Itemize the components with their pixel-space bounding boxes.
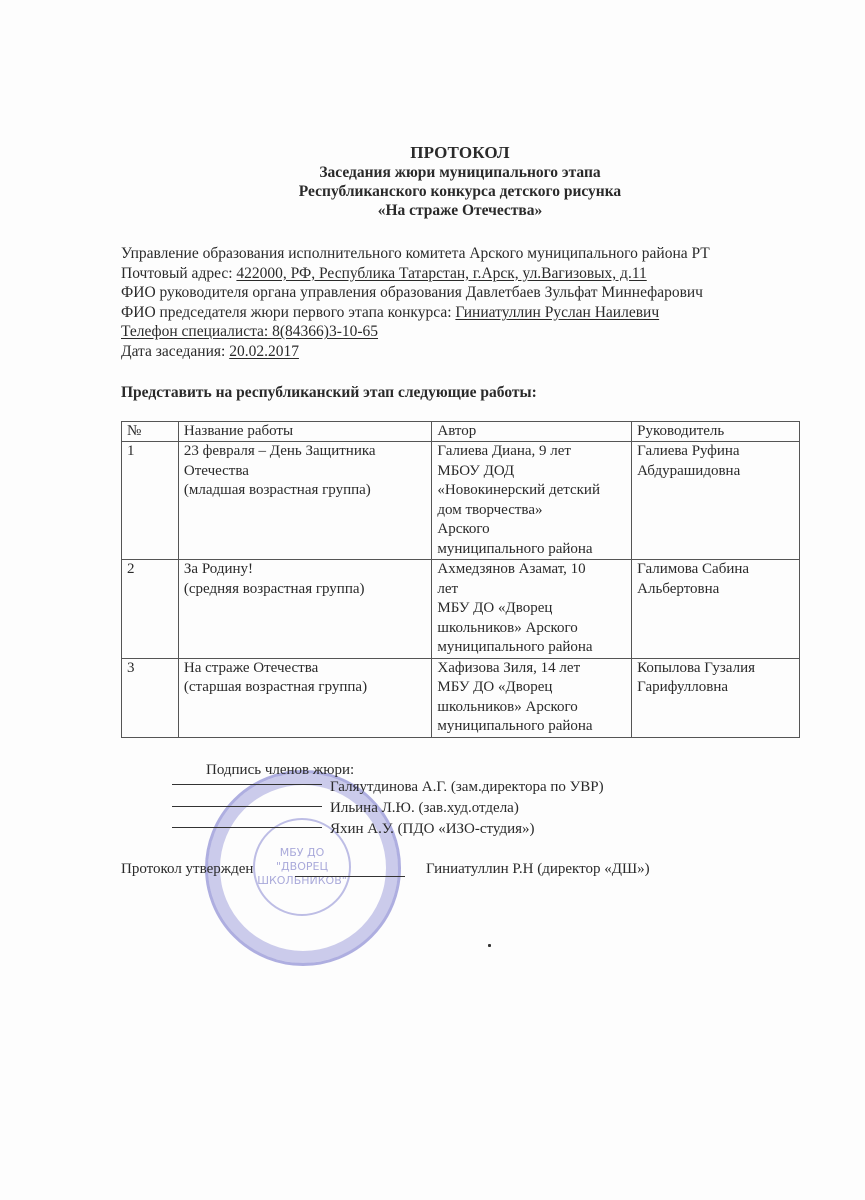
- lead-text: Представить на республиканский этап следующие работы:: [121, 384, 537, 401]
- info-block: [121, 244, 710, 361]
- title-line: (средняя возрастная группа): [183, 580, 365, 597]
- author-line: Хафизова Зиля, 14 лет: [437, 659, 581, 676]
- cell-number: 3: [122, 658, 179, 737]
- col-header-author: Автор: [432, 422, 632, 442]
- cell-supervisor: [632, 658, 800, 737]
- supervisor-line: Гарифулловна: [637, 679, 729, 695]
- head-name: ФИО руководителя органа управления образования Давлетбаев Зульфат Миннефарович: [121, 284, 703, 301]
- cell-author: [432, 442, 632, 560]
- cell-author: [432, 560, 632, 659]
- table-header-row: [122, 422, 800, 442]
- document-subtitle-1: Заседания жюри муниципального этапа: [319, 164, 601, 181]
- table-row: [122, 442, 800, 560]
- title-line: На страже Отечества: [183, 659, 319, 676]
- jury-member: Яхин А.У. (ПДО «ИЗО-студия»): [330, 821, 535, 837]
- postal-address: [121, 264, 710, 284]
- jury-member: Галяутдинова А.Г. (зам.директора по УВР): [330, 779, 604, 795]
- phone: Телефон специалиста: 8(84366)3-10-65: [121, 323, 379, 340]
- author-line: школьников» Арского: [437, 698, 578, 715]
- approved-by: Гиниатуллин Р.Н (директор «ДШ»): [426, 861, 650, 877]
- signature-line: [172, 827, 322, 828]
- author-line: школьников» Арского: [437, 619, 578, 636]
- org-name: Управление образования исполнительного комитета Арского муниципального района РТ: [121, 245, 710, 262]
- title-line: Отечества: [183, 462, 249, 479]
- address-value: 422000, РФ, Республика Татарстан, г.Арск, ул.Вагизовых, д.11: [236, 264, 647, 282]
- signature-line: [172, 806, 322, 807]
- author-line: лет: [437, 580, 459, 597]
- approval-signature-line: [295, 876, 405, 877]
- supervisor-line: Копылова Гузалия: [637, 659, 756, 676]
- works-table: [121, 421, 800, 738]
- cell-author: [432, 658, 632, 737]
- author-line: муниципального района: [437, 540, 593, 557]
- cell-title: [178, 658, 431, 737]
- col-header-supervisor: Руководитель: [632, 422, 800, 442]
- author-line: МБУ ДО «Дворец: [437, 600, 553, 616]
- author-line: муниципального района: [437, 639, 593, 655]
- title-line: 23 февраля – День Защитника: [183, 443, 376, 459]
- chair-value: Гиниатуллин Руслан Наилевич: [455, 303, 660, 321]
- date-label: Дата заседания:: [121, 342, 230, 360]
- col-header-title: Название работы: [178, 422, 431, 442]
- approved-label: Протокол утвержден: [121, 861, 254, 877]
- cell-supervisor: [632, 560, 800, 659]
- title-line: (старшая возрастная группа): [183, 679, 368, 695]
- document-title: ПРОТОКОЛ: [410, 143, 510, 162]
- author-line: МБОУ ДОД: [437, 462, 515, 479]
- document-header: [120, 143, 800, 220]
- col-header-number: №: [122, 422, 179, 442]
- author-line: муниципального района: [437, 718, 593, 734]
- ink-dot: [488, 944, 491, 947]
- stamp-line: МБУ ДО: [279, 846, 325, 859]
- supervisor-line: Галимова Сабина: [637, 561, 750, 577]
- supervisor-line: Абдурашидовна: [637, 462, 741, 479]
- author-line: дом творчества»: [437, 501, 543, 518]
- supervisor-line: Галиева Руфина: [637, 443, 740, 459]
- author-line: Галиева Диана, 9 лет: [437, 443, 571, 459]
- author-line: Ахмедзянов Азамат, 10: [437, 561, 586, 577]
- title-line: За Родину!: [183, 561, 254, 577]
- author-line: «Новокинерский детский: [437, 482, 600, 498]
- stamp-line: "ДВОРЕЦ: [276, 860, 328, 873]
- stamp-line: ШКОЛЬНИКОВ": [257, 874, 347, 887]
- document-subtitle-3: «На страже Отечества»: [377, 202, 543, 219]
- title-line: (младшая возрастная группа): [183, 482, 371, 498]
- meeting-date: [121, 342, 710, 362]
- author-line: МБУ ДО «Дворец: [437, 679, 553, 695]
- cell-title: [178, 560, 431, 659]
- document-subtitle-2: Республиканского конкурса детского рисунка: [298, 183, 622, 200]
- table-row: [122, 658, 800, 737]
- jury-chair: [121, 303, 710, 323]
- supervisor-line: Альбертовна: [637, 580, 720, 597]
- jury-member: Ильина Л.Ю. (зав.худ.отдела): [330, 800, 519, 816]
- table-row: [122, 560, 800, 659]
- address-label: Почтовый адрес:: [121, 264, 237, 282]
- cell-supervisor: [632, 442, 800, 560]
- cell-number: 2: [122, 560, 179, 659]
- jury-signatures-heading: Подпись членов жюри:: [206, 762, 355, 778]
- date-value: 20.02.2017: [229, 342, 299, 360]
- cell-number: 1: [122, 442, 179, 560]
- signature-line: [172, 784, 322, 785]
- cell-title: [178, 442, 431, 560]
- author-line: Арского: [437, 521, 490, 537]
- chair-label: ФИО председателя жюри первого этапа конкурса:: [121, 303, 456, 321]
